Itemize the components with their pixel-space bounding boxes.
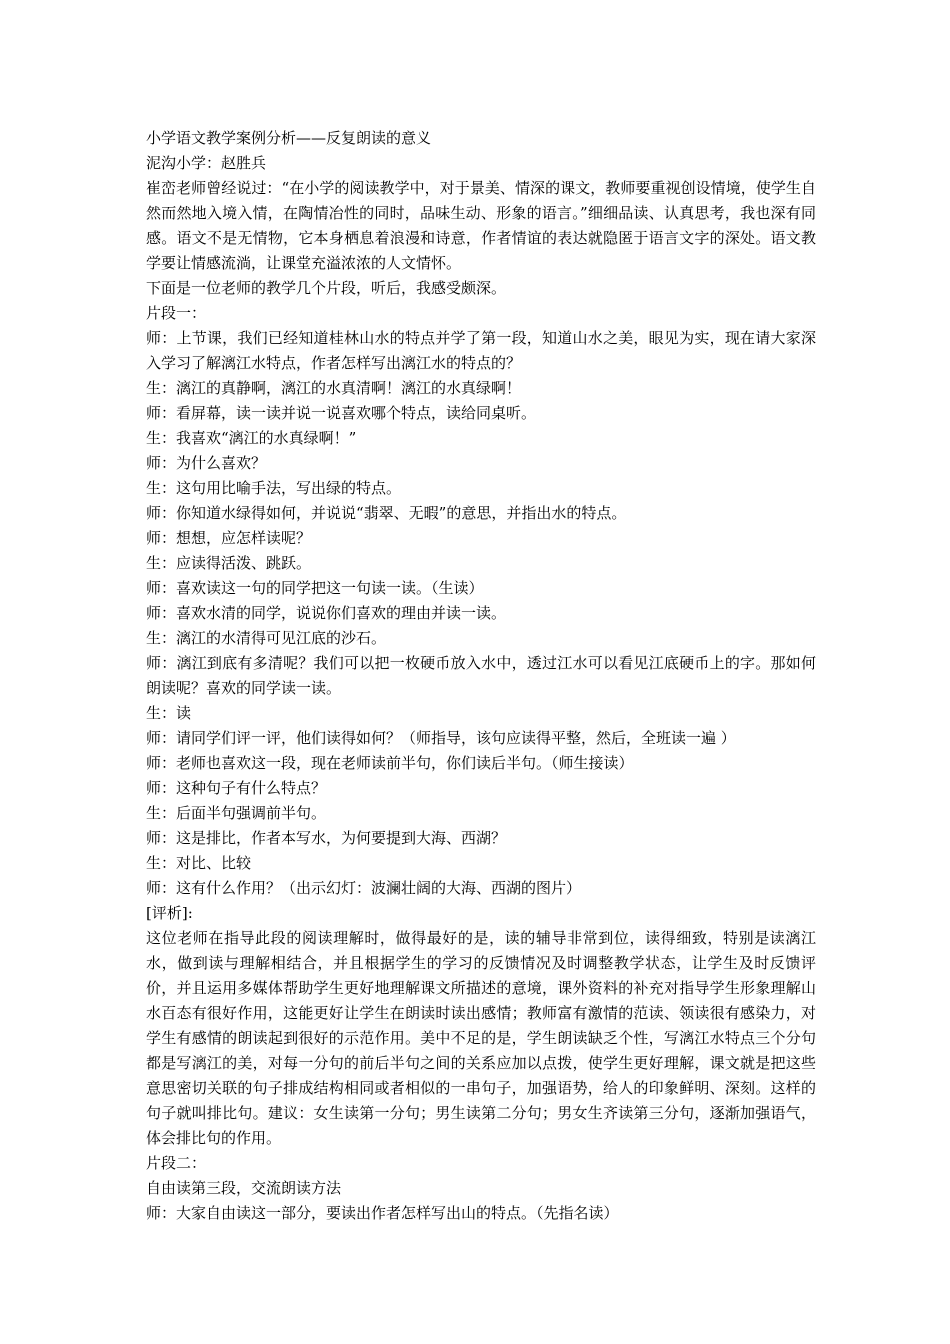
dialogue-line: 生：应读得活泼、跳跃。 — [146, 554, 312, 572]
dialogue-line: 生：读 — [146, 704, 192, 722]
dialogue-line: 生：后面半句强调前半句。 — [146, 804, 327, 822]
dialogue-line: 生：对比、比较 — [146, 854, 252, 872]
dialogue-line: 生：我喜欢“漓江的水真绿啊！” — [146, 429, 357, 447]
dialogue-line: 师：这有什么作用？（出示幻灯：波澜壮阔的大海、西湖的图片） — [146, 879, 582, 897]
dialogue-line: 师：喜欢读这一句的同学把这一句读一读。（生读） — [146, 579, 484, 597]
author-line: 泥沟小学：赵胜兵 — [146, 154, 267, 172]
dialogue-line: 师：漓江到底有多清呢？我们可以把一枚硬币放入水中，透过江水可以看见江底硬币上的字。那如何朗读呢？喜欢的同学读一读。 — [146, 654, 816, 697]
intro-paragraph: 崔峦老师曾经说过：“在小学的阅读教学中，对于景美、情深的课文，教师要重视创设情境，使学生自然而然地入境入情，在陶情冶性的同时，品味生动、形象的语言。”细细品读、认真思考，我也深有同感。语文不是无情物，它本身栖息着浪漫和诗意，作者情谊的表达就隐匿于语言文字的深处。语文教学要让情感流淌，让课堂充溢浓浓的人文情怀。 — [146, 179, 816, 272]
dialogue-line: 师：这是排比，作者本写水，为何要提到大海、西湖？ — [146, 829, 507, 847]
dialogue-line: 师：这种句子有什么特点？ — [146, 779, 327, 797]
document-page — [146, 126, 816, 1226]
dialogue-line: 生：这句用比喻手法，写出绿的特点。 — [146, 479, 402, 497]
dialogue-line: 师：为什么喜欢？ — [146, 454, 267, 472]
analysis-paragraph: 这位老师在指导此段的阅读理解时，做得最好的是，读的辅导非常到位，读得细致，特别是读漓江水，做到读与理解相结合，并且根据学生的学习的反馈情况及时调整教学状态，让学生及时反馈评价，并且运用多媒体帮助学生更好地理解课文所描述的意境，课外资料的补充对指导学生形象理解山水百态有很好作用，这能更好让学生在朗读时读出感情；教师富有激情的范读、领读很有感染力，对学生有感情的朗读起到很好的示范作用。美中不足的是，学生朗读缺乏个性，写漓江水特点三个分句都是写漓江的美，对每一分句的前后半句之间的关系应加以点拨，使学生更好理解，课文就是把这些意思密切关联的句子排成结构相同或者相似的一串句子，加强语势，给人的印象鲜明、深刻。这样的句子就叫排比句。建议：女生读第一分句；男生读第二分句；男女生齐读第三分句，逐渐加强语气，体会排比句的作用。 — [146, 929, 816, 1147]
dialogue-line: 生：漓江的真静啊，漓江的水真清啊！漓江的水真绿啊！ — [146, 379, 522, 397]
document-title: 小学语文教学案例分析——反复朗读的意义 — [146, 129, 432, 147]
dialogue-line: 师：看屏幕，读一读并说一说喜欢哪个特点，读给同桌听。 — [146, 404, 537, 422]
dialogue-line: 师：你知道水绿得如何，并说说“翡翠、无暇”的意思，并指出水的特点。 — [146, 504, 627, 522]
dialogue-line: 师：请同学们评一评，他们读得如何？（师指导，该句应读得平整，然后，全班读一遍 ） — [146, 729, 736, 747]
segment-1-heading: 片段一： — [146, 304, 207, 322]
dialogue-line: 师：大家自由读这一部分，要读出作者怎样写出山的特点。（先指名读） — [146, 1204, 619, 1222]
dialogue-line: 师：老师也喜欢这一段，现在老师读前半句，你们读后半句。（师生接读） — [146, 754, 634, 772]
dialogue-line: 师：喜欢水清的同学，说说你们喜欢的理由并读一读。 — [146, 604, 507, 622]
lead-line: 下面是一位老师的教学几个片段，听后，我感受颇深。 — [146, 279, 507, 297]
dialogue-line: 自由读第三段，交流朗读方法 — [146, 1179, 342, 1197]
segment-2-heading: 片段二： — [146, 1154, 207, 1172]
dialogue-line: 师：上节课，我们已经知道桂林山水的特点并学了第一段，知道山水之美，眼见为实，现在请大家深入学习了解漓江水特点，作者怎样写出漓江水的特点的？ — [146, 329, 816, 372]
analysis-label: [评析]: — [146, 904, 193, 922]
dialogue-line: 师：想想，应怎样读呢？ — [146, 529, 312, 547]
dialogue-line: 生：漓江的水清得可见江底的沙石。 — [146, 629, 387, 647]
